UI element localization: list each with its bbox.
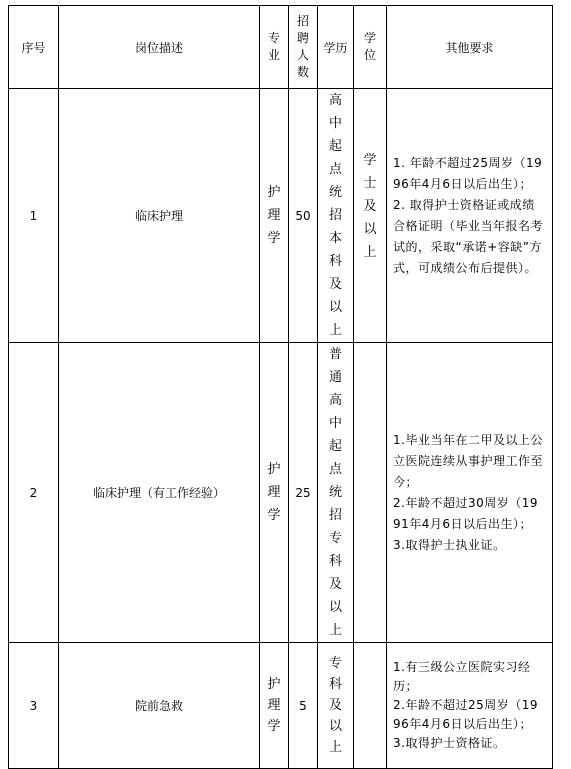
table-row bbox=[9, 89, 553, 343]
row-position: 临床护理（有工作经验） bbox=[59, 343, 260, 643]
requirement-line: 2.年龄不超过30周岁（1991年4月6日以后出生）； bbox=[393, 495, 538, 531]
row-requirements bbox=[387, 343, 553, 643]
requirement-line: 1. 年龄不超过25周岁（1996年4月6日以后出生）； bbox=[393, 155, 543, 191]
row-count: 25 bbox=[289, 343, 318, 643]
row-major-label: 护理学 bbox=[267, 185, 281, 246]
row-position: 院前急救 bbox=[59, 643, 260, 769]
row-education bbox=[318, 643, 354, 769]
header-major bbox=[260, 6, 289, 89]
header-education: 学历 bbox=[318, 6, 354, 89]
row-requirements bbox=[387, 89, 553, 343]
row-education bbox=[318, 89, 354, 343]
row-major bbox=[260, 343, 289, 643]
header-count-label: 招聘人数 bbox=[296, 14, 309, 79]
row-seq: 1 bbox=[9, 89, 59, 343]
row-degree bbox=[354, 643, 387, 769]
row-education-label: 专科及以上 bbox=[328, 656, 342, 755]
requirement-line: 1.有三级公立医院实习经历； bbox=[393, 660, 531, 693]
requirement-line: 2.年龄不超过25周岁（1996年4月6日以后出生）； bbox=[393, 698, 538, 731]
row-degree bbox=[354, 343, 387, 643]
header-count bbox=[289, 6, 318, 89]
row-education-label: 高中起点统招本科及以上 bbox=[328, 93, 342, 338]
row-count: 5 bbox=[289, 643, 318, 769]
row-education-label: 普通高中起点统招专科及以上 bbox=[328, 347, 342, 638]
row-seq: 3 bbox=[9, 643, 59, 769]
header-row bbox=[9, 6, 553, 89]
row-education bbox=[318, 343, 354, 643]
recruitment-table bbox=[8, 5, 553, 769]
requirement-line: 3.取得护士资格证。 bbox=[393, 736, 506, 750]
row-degree-label: 学士及以上 bbox=[363, 153, 377, 260]
row-major bbox=[260, 643, 289, 769]
header-seq: 序号 bbox=[9, 6, 59, 89]
requirement-line: 1.毕业当年在二甲及以上公立医院连续从事护理工作至今； bbox=[393, 432, 544, 489]
row-major-label: 护理学 bbox=[267, 462, 281, 523]
requirement-line: 3.取得护士执业证。 bbox=[393, 537, 506, 552]
row-count: 50 bbox=[289, 89, 318, 343]
header-other: 其他要求 bbox=[387, 6, 553, 89]
table-row bbox=[9, 643, 553, 769]
header-degree-label: 学位 bbox=[363, 31, 376, 62]
header-major-label: 专业 bbox=[267, 31, 280, 62]
table-row bbox=[9, 343, 553, 643]
row-major-label: 护理学 bbox=[267, 677, 281, 734]
header-position: 岗位描述 bbox=[59, 6, 260, 89]
row-seq: 2 bbox=[9, 343, 59, 643]
row-position: 临床护理 bbox=[59, 89, 260, 343]
header-degree bbox=[354, 6, 387, 89]
row-major bbox=[260, 89, 289, 343]
row-degree bbox=[354, 89, 387, 343]
row-requirements bbox=[387, 643, 553, 769]
requirement-line: 2. 取得护士资格证或成绩合格证明（毕业当年报名考试的，采取“承诺+容缺”方式，可成绩公布后提供）。 bbox=[393, 197, 544, 275]
